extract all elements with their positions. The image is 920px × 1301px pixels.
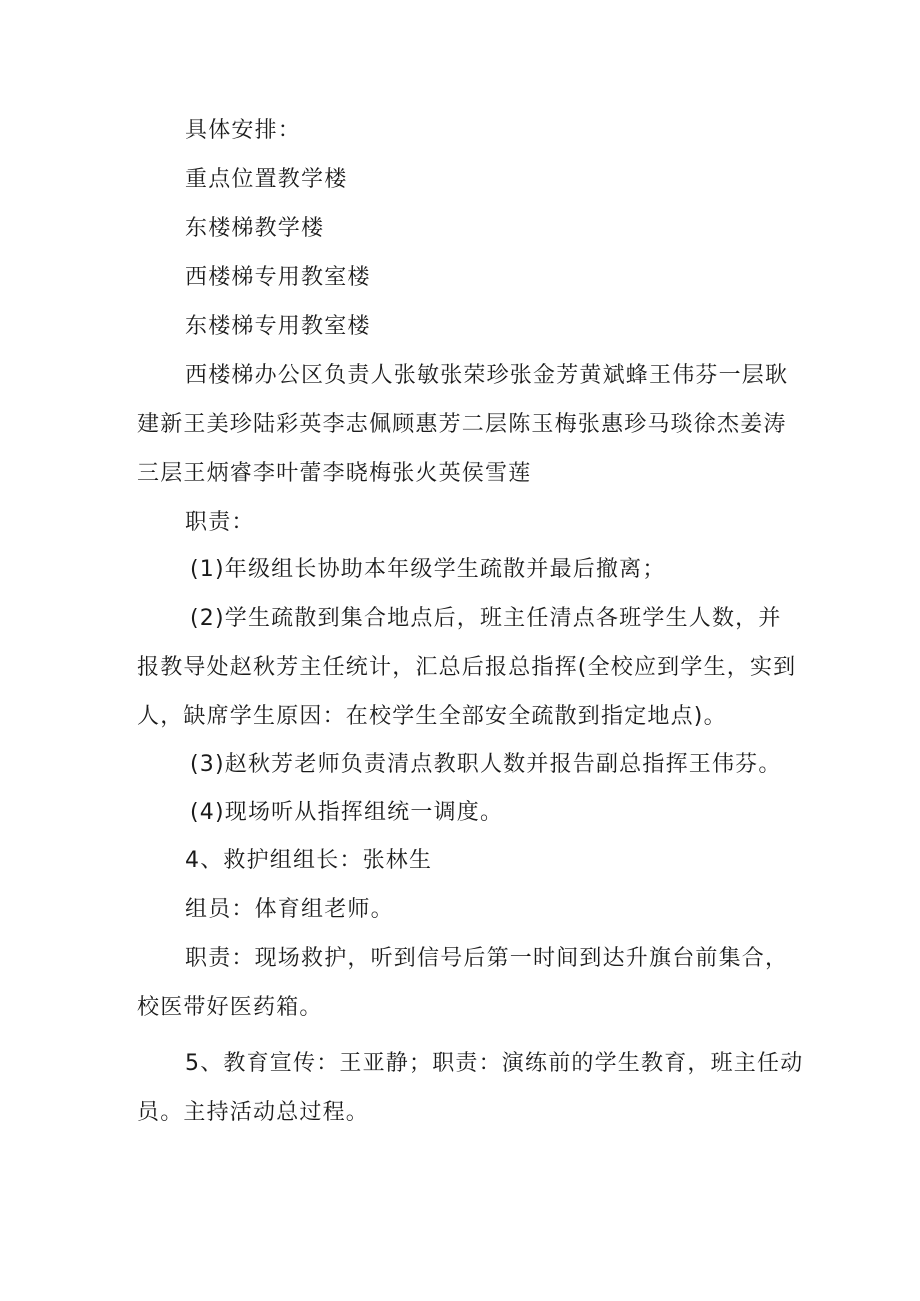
duty-item-4: (4)现场听从指挥组统一调度。 <box>190 800 504 825</box>
location-item: 东楼梯专用教室楼 <box>185 314 371 339</box>
location-item: 东楼梯教学楼 <box>185 216 325 241</box>
duty-item-2-line: 人，缺席学生原因：在校学生全部安全疏散到指定地点)。 <box>137 704 727 729</box>
education-line: 5、教育宣传：王亚静；职责：演练前的学生教育，班主任动 <box>185 1051 804 1076</box>
location-item: 重点位置教学楼 <box>185 167 348 192</box>
duty-item-1: (1)年级组长协助本年级学生疏散并最后撤离； <box>190 557 666 582</box>
rescue-duty-line: 校医带好医药箱。 <box>137 995 323 1020</box>
rescue-leader: 4、救护组组长：张林生 <box>185 848 433 873</box>
education-line: 员。主持活动总过程。 <box>137 1100 370 1125</box>
rescue-duty-line: 职责：现场救护，听到信号后第一时间到达升旗台前集合， <box>185 946 789 971</box>
duties-heading: 职责： <box>185 510 255 535</box>
location-item: 西楼梯专用教室楼 <box>185 265 371 290</box>
personnel-line: 西楼梯办公区负责人张敏张荣珍张金芳黄斌蜂王伟芬一层耿 <box>185 363 789 388</box>
personnel-line: 三层王炳睿李叶蕾李晓梅张火英侯雪莲 <box>137 461 532 486</box>
duty-item-2-line: (2)学生疏散到集合地点后，班主任清点各班学生人数，并 <box>190 606 782 631</box>
duty-item-3: (3)赵秋芳老师负责清点教职人数并报告副总指挥王伟芬。 <box>190 752 782 777</box>
duty-item-2-line: 报教导处赵秋芳主任统计，汇总后报总指挥(全校应到学生，实到 <box>137 655 797 680</box>
rescue-members: 组员：体育组老师。 <box>185 897 394 922</box>
arrangement-heading: 具体安排： <box>185 118 302 143</box>
personnel-line: 建新王美珍陆彩英李志佩顾惠芳二层陈玉梅张惠珍马琰徐杰姜涛 <box>137 412 787 437</box>
